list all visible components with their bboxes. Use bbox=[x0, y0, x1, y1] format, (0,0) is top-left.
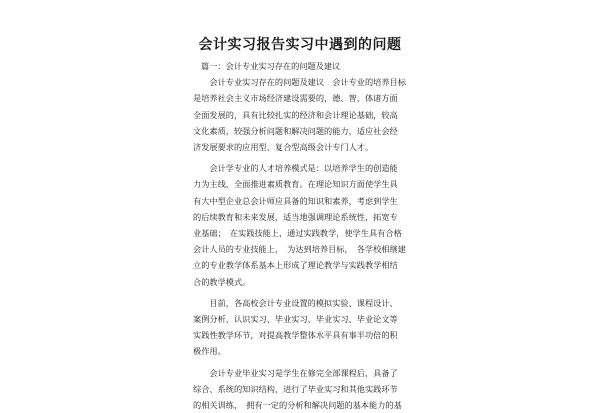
text-line: 的相关训练， 拥有一定的分析和解决问题的基本能力的基 bbox=[193, 400, 402, 411]
paragraph bbox=[193, 160, 406, 290]
text-line: 会计专业毕业实习是学生在修完全部课程后，具备了 bbox=[193, 367, 398, 378]
text-line: 实践性教学环节，对提高教学整体水平具有事半功倍的积 bbox=[193, 330, 398, 341]
text-line: 文化素质，较强分析问题和解决问题的能力，适应社会经 bbox=[193, 125, 398, 136]
text-line: 会计学专业的人才培养模式是：以培养学生的创造能 bbox=[193, 163, 398, 174]
paragraph bbox=[193, 295, 403, 360]
text-line: 极作用。 bbox=[193, 346, 226, 357]
text-line: 业基础； 在实践技能上，通过实践教学，使学生具有合格 bbox=[193, 228, 402, 239]
text-line: 有大中型企业总会计师应具备的知识和素养，考虑到学生 bbox=[193, 195, 398, 206]
text-line: 是培养社会主义市场经济建设需要的，德、智、体诸方面 bbox=[193, 93, 398, 104]
text-line: 立的专业教学体系基本上形成了理论教学与实践教学相结 bbox=[193, 260, 398, 271]
text-line: 力为主线，全面推进素质教育。在理论知识方面使学生具 bbox=[193, 179, 398, 190]
text-line: 济发展要求的应用型、复合型高级会计专门人才。 bbox=[193, 142, 374, 153]
text-line: 全面发展的，具有比较扎实的经济和会计理论基础，较高 bbox=[193, 109, 398, 120]
text-line: 案例分析、认识实习、毕业实习、毕业实习、毕业论文等 bbox=[193, 314, 398, 325]
document-body bbox=[193, 58, 406, 413]
paragraph bbox=[193, 365, 403, 413]
section-heading: 篇一：会计专业实习存在的问题及建议 bbox=[201, 61, 341, 71]
text-line: 的后续教育和未来发展，适当地强调理论系统性，拓宽专 bbox=[193, 211, 398, 222]
text-line: 会计人员的专业技能上， 为达到培养目标， 各学校相继建 bbox=[193, 244, 406, 255]
text-line: 目前，各高校会计专业设置的模拟实验、课程设计、 bbox=[193, 297, 398, 308]
text-line: 会计专业实习存在的问题及建议 会计专业的培养目标 bbox=[193, 77, 406, 88]
text-line: 合的教学模式。 bbox=[193, 276, 251, 287]
text-line: 综合、系统的知识结构，进行了毕业实习和其他实践环节 bbox=[193, 383, 398, 394]
document-title: 会计实习报告实习中遇到的问题 bbox=[198, 37, 402, 53]
paragraph bbox=[193, 74, 406, 155]
